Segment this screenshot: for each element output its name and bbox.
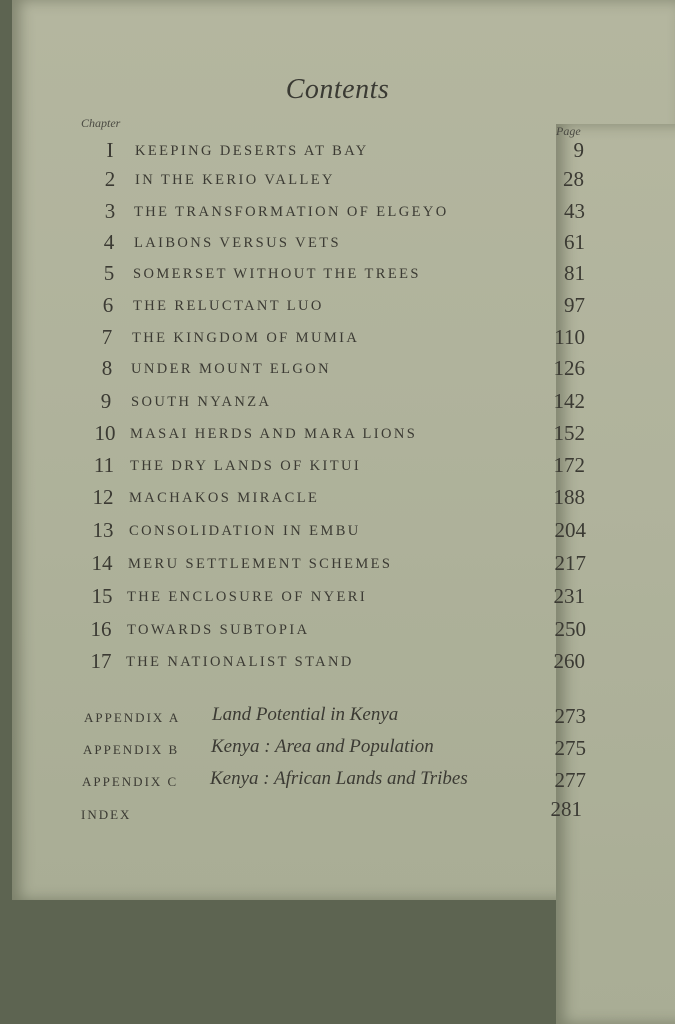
chapter-title: SOUTH NYANZA [131,394,272,410]
chapter-title: THE ENCLOSURE OF NYERI [127,589,368,605]
chapter-number: 9 [100,389,112,413]
chapter-title: THE TRANSFORMATION OF ELGEYO [134,204,449,220]
chapter-page: 9 [573,138,584,162]
chapter-row [0,325,675,355]
chapter-title: THE NATIONALIST STAND [126,654,354,670]
chapter-title: CONSOLIDATION IN EMBU [129,523,361,539]
chapter-row [0,230,675,260]
chapter-page: 142 [553,389,585,413]
chapter-number: 3 [104,199,116,223]
chapter-title: LAIBONS VERSUS VETS [134,235,342,251]
chapter-row [0,453,675,483]
chapter-page: 97 [564,293,585,317]
appendix-label: APPENDIX A [84,710,181,725]
chapter-page: 152 [553,421,585,445]
chapter-title: THE DRY LANDS OF KITUI [130,458,362,474]
chapter-number: 8 [101,356,113,380]
chapter-row [0,649,675,679]
chapter-page: 110 [554,325,585,349]
chapter-title: UNDER MOUNT ELGON [131,361,332,377]
chapter-title: THE RELUCTANT LUO [133,298,324,314]
page-title: Contents [285,74,390,105]
chapter-page: 81 [564,261,585,285]
chapter-row [0,421,675,451]
chapter-number: 15 [91,584,113,608]
chapter-row [0,518,675,548]
appendix-page: 273 [554,704,586,728]
chapter-title: MERU SETTLEMENT SCHEMES [128,556,393,572]
chapter-row [0,356,675,386]
chapter-title: IN THE KERIO VALLEY [135,172,335,188]
chapter-title: THE KINGDOM OF MUMIA [132,330,360,346]
chapter-number: 11 [93,453,115,477]
chapter-column-header: Chapter [81,116,121,130]
appendix-row [0,768,675,798]
chapter-title: MASAI HERDS AND MARA LIONS [130,426,418,442]
chapter-page: 188 [553,485,585,509]
chapter-number: 7 [101,325,113,349]
appendix-row [0,736,675,766]
appendix-title: Land Potential in Kenya [212,704,399,725]
chapter-title: TOWARDS SUBTOPIA [127,622,310,638]
chapter-page: 43 [564,199,585,223]
chapter-number: 10 [94,421,116,445]
chapter-title: MACHAKOS MIRACLE [129,490,320,506]
chapter-row [0,138,675,168]
chapter-number: 13 [92,518,114,542]
page-column-header: Page [556,124,675,1024]
chapter-row [0,584,675,614]
chapter-number: 5 [103,261,115,285]
index-page: 281 [550,797,582,821]
appendix-title: Kenya : Area and Population [211,736,434,757]
chapter-page: 260 [553,649,585,673]
index-label: INDEX [81,807,132,822]
chapter-page: 28 [563,167,584,191]
appendix-row [0,704,675,734]
chapter-number: I [106,138,114,162]
chapter-row [0,617,675,647]
chapter-row [0,551,675,581]
chapter-page: 126 [553,356,585,380]
chapter-page: 61 [564,230,585,254]
chapter-title: SOMERSET WITHOUT THE TREES [133,266,421,282]
chapter-title: KEEPING DESERTS AT BAY [135,143,369,159]
chapter-row [0,389,675,419]
chapter-number: 16 [90,617,112,641]
appendix-page: 275 [554,736,586,760]
chapter-row [0,167,675,197]
appendix-title: Kenya : African Lands and Tribes [210,768,468,789]
chapter-number: 14 [91,551,113,575]
chapter-row [0,293,675,323]
appendix-label: APPENDIX B [83,742,180,757]
chapter-row [0,485,675,515]
chapter-number: 12 [92,485,114,509]
chapter-page: 204 [554,518,586,542]
appendix-label: APPENDIX C [82,774,179,789]
chapter-number: 4 [103,230,115,254]
chapter-row [0,199,675,229]
index-row [0,797,675,832]
chapter-page: 217 [554,551,586,575]
chapter-number: 6 [102,293,114,317]
chapter-page: 172 [553,453,585,477]
chapter-page: 231 [553,584,585,608]
appendix-page: 277 [554,768,586,792]
chapter-page: 250 [554,617,586,641]
chapter-number: 17 [90,649,112,673]
chapter-row [0,261,675,291]
chapter-number: 2 [104,167,116,191]
